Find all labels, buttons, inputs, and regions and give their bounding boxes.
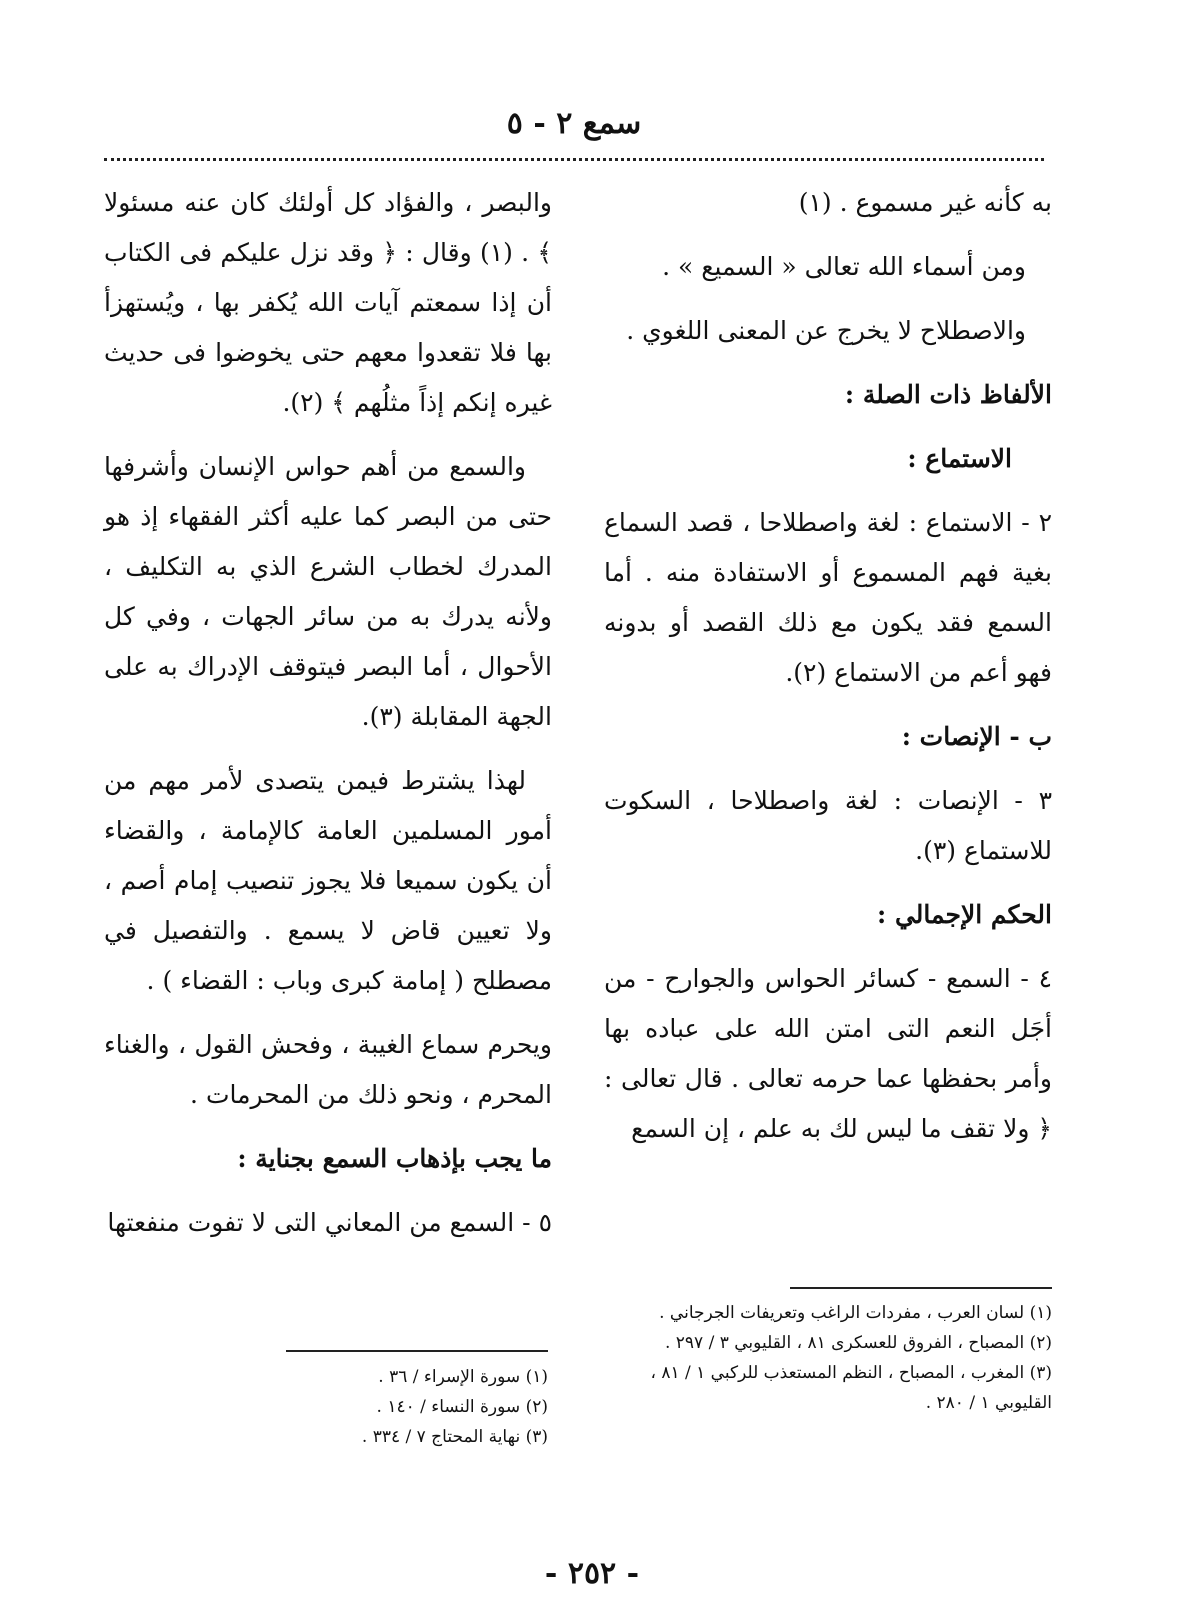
section-heading: الحكم الإجمالي : (877, 900, 1052, 929)
footnote: (٢) سورة النساء / ١٤٠ . (376, 1397, 548, 1417)
footnotes-left (288, 1362, 548, 1452)
paragraph: ٤ - السمع - كسائر الحواس والجوارح - من أجَل النعم التى امتن الله على عباده بها وأمر بحفظها عما حرمه تعالى . قال تعالى : ﴿ ولا تقف ما ليس لك به علم ، إن السمع (604, 964, 1052, 1143)
subsection-heading: ب - الإنصات : (901, 722, 1052, 751)
paragraph: ٣ - الإنصات : لغة واصطلاحا ، السكوت للاستماع (٣). (604, 786, 1052, 865)
footnote-rule (790, 1287, 1052, 1289)
header-dotted-rule (104, 158, 1044, 161)
footnote-rule (286, 1350, 548, 1352)
running-header: سمع ٢ - ٥ (506, 106, 642, 141)
paragraph: والسمع من أهم حواس الإنسان وأشرفها حتى من البصر كما عليه أكثر الفقهاء إذ هو المدرك لخطاب الشرع الذي به التكليف ، ولأنه يدرك به من سائر الجهات ، وفي كل الأحوال ، أما البصر فيتوقف الإدراك به على الجهة المقابلة (٣). (104, 452, 552, 731)
paragraph: لهذا يشترط فيمن يتصدى لأمر مهم من أمور المسلمين العامة كالإمامة ، والقضاء أن يكون سميعا فلا يجوز تنصيب إمام أصم ، ولا تعيين قاض لا يسمع . والتفصيل في مصطلح ( إمامة كبرى وباب : القضاء ) . (104, 766, 552, 995)
footnote: (٣) نهاية المحتاج ٧ / ٣٣٤ . (361, 1427, 548, 1447)
footnotes-right (604, 1298, 1052, 1418)
paragraph: ٢ - الاستماع : لغة واصطلاحا ، قصد السماع بغية فهم المسموع أو الاستفادة منه . أما السمع فقد يكون مع ذلك القصد أو بدونه فهو أعم من الاستماع (٢). (604, 508, 1052, 687)
paragraph: به كأنه غير مسموع . (١) (798, 188, 1052, 217)
subsection-heading: الاستماع : (907, 444, 1012, 473)
page-number: - ٢٥٢ - (544, 1556, 640, 1591)
footnote: (٢) المصباح ، الفروق للعسكرى ٨١ ، القليوبي ٣ / ٢٩٧ . (664, 1333, 1052, 1353)
paragraph: ٥ - السمع من المعاني التى لا تفوت منفعتها (107, 1208, 552, 1237)
footnote: (١) سورة الإسراء / ٣٦ . (378, 1367, 548, 1387)
paragraph: ومن أسماء الله تعالى « السميع » . (662, 252, 1026, 281)
paragraph: والبصر ، والفؤاد كل أولئك كان عنه مسئولا ﴾ . (١) وقال : ﴿ وقد نزل عليكم فى الكتاب أن إذا سمعتم آيات الله يُكفر بها ، ويُستهزأ بها فلا تقعدوا معهم حتى يخوضوا فى حديث غيره إنكم إذاً مثلُهم ﴾ (٢). (104, 188, 552, 417)
section-heading: ما يجب بإذهاب السمع بجناية : (237, 1144, 552, 1173)
paragraph: ويحرم سماع الغيبة ، وفحش القول ، والغناء المحرم ، ونحو ذلك من المحرمات . (104, 1030, 552, 1109)
left-column (104, 178, 552, 1262)
footnote: (١) لسان العرب ، مفردات الراغب وتعريفات الجرجاني . (659, 1303, 1052, 1323)
right-column (604, 178, 1052, 1168)
section-heading: الألفاظ ذات الصلة : (844, 380, 1052, 409)
paragraph: والاصطلاح لا يخرج عن المعنى اللغوي . (626, 316, 1026, 345)
footnote: (٣) المغرب ، المصباح ، النظم المستعذب للركبي ١ / ٨١ ، القليوبي ١ / ٢٨٠ . (650, 1363, 1052, 1413)
